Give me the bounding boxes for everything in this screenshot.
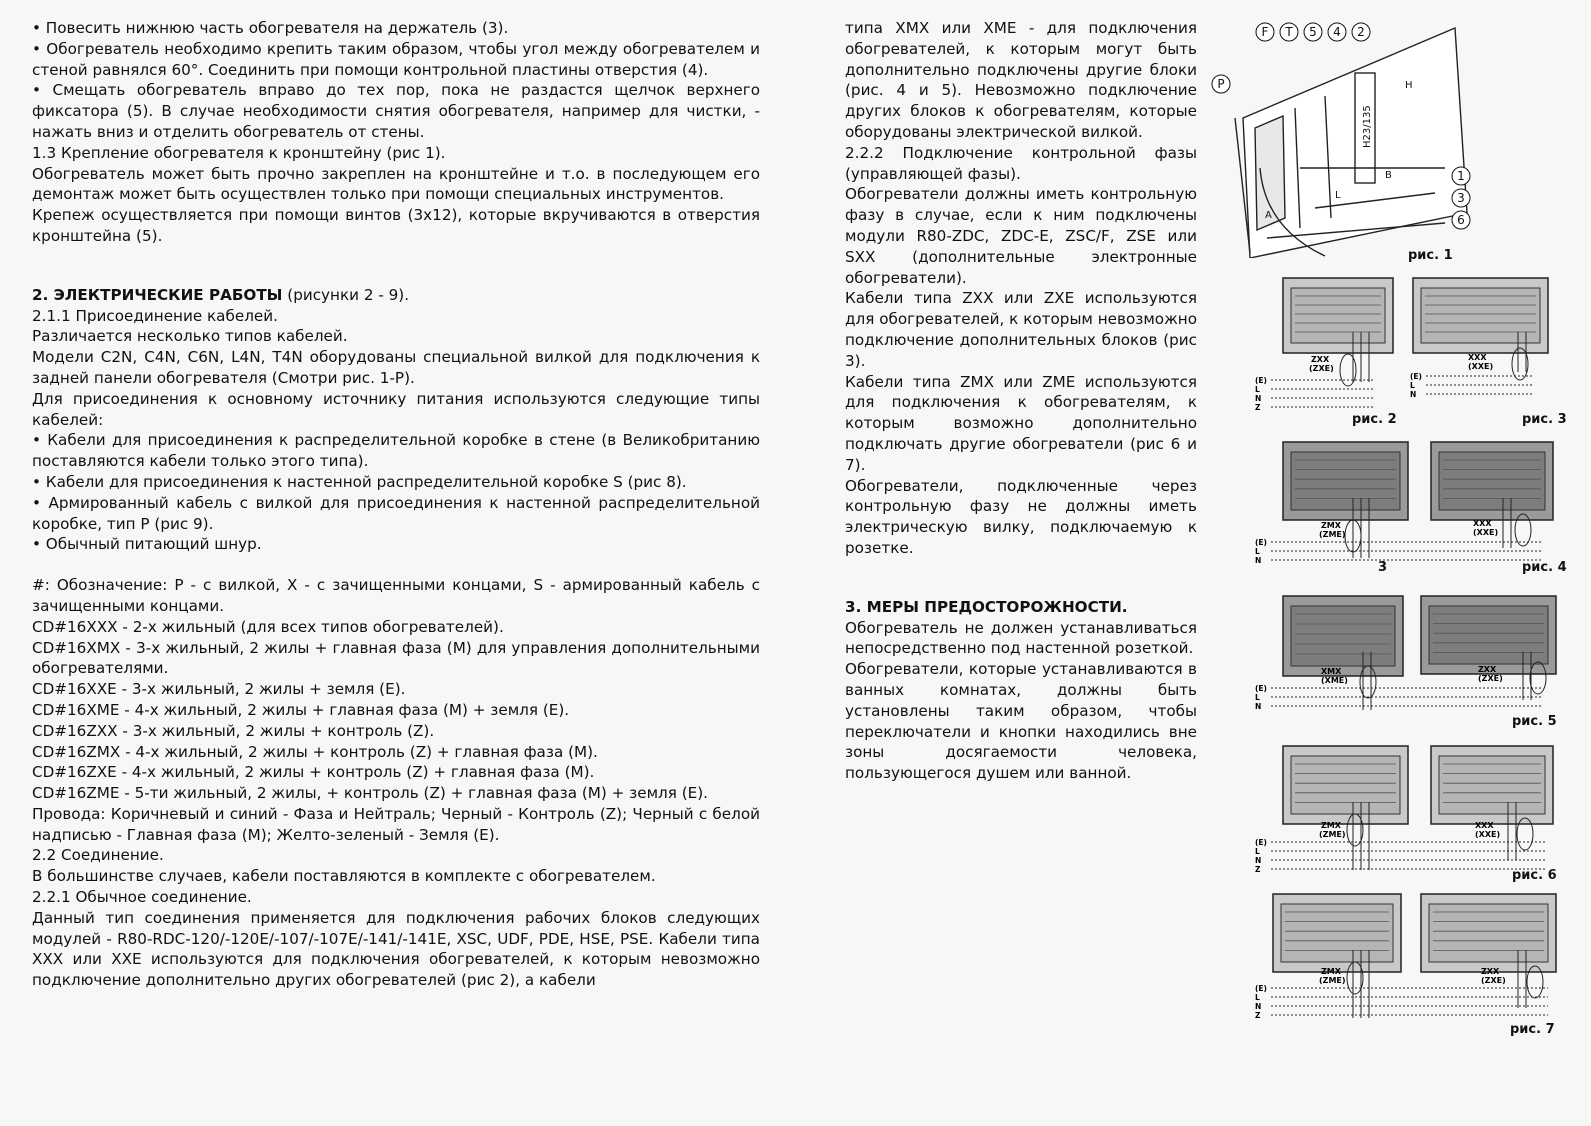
- figure-4-wiring-drawing: [1253, 438, 1563, 568]
- cable-label: (ZXE): [1478, 674, 1503, 683]
- wire-label: N: [1255, 856, 1262, 865]
- figure-2-wiring-drawing: [1253, 272, 1398, 417]
- wire-label: L: [1255, 385, 1260, 394]
- wire-label: L: [1410, 381, 1415, 390]
- figure-6-wiring-drawing: [1253, 742, 1563, 887]
- figure-7-wiring-drawing: [1253, 890, 1563, 1030]
- paragraph: Данный тип соединения применяется для подключения рабочих блоков следующих модулей - R80-RDC-120/-120E/-107/-107E/-141/-141E, XSC, UDF, PDE, HSE, PSE. Кабели типа XXX или XXE используются для подключения обогревателей, к которым невозможно подключение дополнительно других обогревателей (рис 2), а кабели: [32, 908, 760, 990]
- paragraph: Обогреватели, которые устанавливаются в ванных комнатах, должны быть установлены таким образом, чтобы переключатели и кнопки находились вне зоны досягаемости человека, пользующегося душем или ванной.: [845, 660, 1197, 783]
- cable-label: (XXE): [1473, 528, 1499, 537]
- wire-label: (E): [1255, 376, 1267, 385]
- figure-3-wiring: [1408, 272, 1558, 417]
- dimension-label: B: [1385, 170, 1392, 181]
- heater-unit: [1283, 596, 1403, 676]
- left-column: [32, 18, 760, 991]
- cable-spec: CD#16XXX - 2-х жильный (для всех типов обогревателей).: [32, 617, 504, 636]
- cable-bundle: [1340, 354, 1356, 386]
- wire-label: Z: [1255, 865, 1261, 874]
- dimension-label: A: [1265, 210, 1272, 221]
- section-title-suffix: (рисунки 2 - 9).: [282, 285, 410, 304]
- subsection-heading: 2.2.1 Обычное соединение.: [32, 888, 252, 907]
- paragraph: Различается несколько типов кабелей.: [32, 327, 348, 346]
- cable-label: ZMX: [1321, 521, 1341, 530]
- wire-label: N: [1255, 702, 1262, 711]
- paragraph: • Смещать обогреватель вправо до тех пор, пока не раздастся щелчок верхнего фиксатора (5). В случае необходимости снятия обогревателя, например для чистки, - нажать вниз и отделить обогреватель от стены.: [32, 81, 760, 141]
- figure-4-wiring: [1253, 438, 1563, 568]
- figure-2-wiring: [1253, 272, 1398, 417]
- bullet-item: • Армированный кабель с вилкой для присоединения к настенной распределительной коробке, тип P (рис 9).: [32, 493, 760, 533]
- paragraph: Обогреватель может быть прочно закреплен на кронштейне и т.о. в последующем его демонтаж может быть осуществлен только при помощи специальных инструментов.: [32, 164, 760, 204]
- subsection-heading: 1.3 Крепление обогревателя к кронштейну (рис 1).: [32, 143, 446, 162]
- subsection-heading: 2.2 Соединение.: [32, 846, 164, 865]
- marker-label: 3: [1457, 191, 1465, 205]
- cable-label: (ZME): [1319, 830, 1346, 839]
- cable-label: ZMX: [1321, 967, 1341, 976]
- marker-label: 2: [1357, 25, 1365, 39]
- middle-column: [845, 18, 1197, 784]
- cable-spec: CD#16XMX - 3-х жильный, 2 жилы + главная фаза (M) для управления дополнительными обогревателями.: [32, 638, 760, 678]
- subsection-heading: 2.2.2 Подключение контрольной фазы (управляющей фазы).: [845, 143, 1197, 183]
- wire-label: (E): [1410, 372, 1422, 381]
- cable-label: XXX: [1473, 519, 1492, 528]
- wire-label: L: [1255, 993, 1260, 1002]
- wire-label: L: [1255, 693, 1260, 702]
- wire-label: Z: [1255, 403, 1261, 412]
- marker-label: F: [1261, 25, 1269, 39]
- paragraph: Для присоединения к основному источнику питания используются следующие типы кабелей:: [32, 389, 760, 429]
- figure-2-caption: рис. 2: [1352, 412, 1397, 427]
- wire-label: L: [1255, 847, 1260, 856]
- cable-label: (ZXE): [1309, 364, 1334, 373]
- marker-label: 6: [1457, 213, 1465, 227]
- marker-label: T: [1285, 25, 1293, 39]
- cable-label: (ZME): [1319, 530, 1346, 539]
- figure-3-caption: рис. 3: [1522, 412, 1567, 427]
- figure-3-wiring-drawing: [1408, 272, 1558, 417]
- cable-spec: CD#16ZXX - 3-х жильный, 2 жилы + контроль (Z).: [32, 721, 435, 740]
- cable-label: (XME): [1321, 676, 1348, 685]
- heater-unit: [1431, 442, 1553, 520]
- cable-spec: CD#16XME - 4-х жильный, 2 жилы + главная фаза (M) + земля (E).: [32, 700, 570, 719]
- cable-spec: CD#16XXE - 3-х жильный, 2 жилы + земля (E).: [32, 680, 406, 699]
- cable-label: (ZXE): [1481, 976, 1506, 985]
- dimension-label: L: [1335, 190, 1341, 201]
- section-heading: [32, 285, 760, 306]
- subsection-heading: 2.1.1 Присоединение кабелей.: [32, 306, 278, 325]
- bullet-item: • Кабели для присоединения к настенной распределительной коробке S (рис 8).: [32, 472, 687, 491]
- marker-label: 5: [1309, 25, 1317, 39]
- wire-label: (E): [1255, 538, 1267, 547]
- paragraph: Кабели типа ZXX или ZXE используются для обогревателей, к которым невозможно подключение дополнительных блоков (рис 3).: [845, 289, 1197, 370]
- cable-label: (ZME): [1319, 976, 1346, 985]
- cable-label: (XXE): [1468, 362, 1494, 371]
- cable-label: ZMX: [1321, 821, 1341, 830]
- wire-label: N: [1255, 394, 1262, 403]
- wire-label: N: [1410, 390, 1417, 399]
- cable-label: ZXX: [1481, 967, 1500, 976]
- wire-label: (E): [1255, 684, 1267, 693]
- heater-unit: [1413, 278, 1548, 353]
- wire-label: N: [1255, 1002, 1262, 1011]
- figure-4-caption: рис. 4: [1522, 560, 1567, 575]
- cable-spec: CD#16ZME - 5-ти жильный, 2 жилы, + контроль (Z) + главная фаза (M) + земля (E).: [32, 784, 708, 803]
- paragraph: • Повесить нижнюю часть обогревателя на держатель (3).: [32, 19, 509, 37]
- paragraph: • Обогреватель необходимо крепить таким образом, чтобы угол между обогревателем и стеной равнялся 60°. Соединить при помощи контрольной пластины отверстия (4).: [32, 39, 760, 79]
- paragraph: типа XMX или XME - для подключения обогревателей, к которым могут быть дополнительно подключены другие блоки (рис. 4 и 5). Невозможно подключение других блоков к обогревателям, которые оборудованы электрической вилкой.: [845, 19, 1197, 141]
- marker-label: P: [1217, 77, 1225, 91]
- paragraph: Модели C2N, C4N, C6N, L4N, T4N оборудованы специальной вилкой для подключения к задней панели обогревателя (Смотри рис. 1-P).: [32, 348, 760, 387]
- bullet-item: • Кабели для присоединения к распределительной коробке в стене (в Великобританию поставляются кабели только этого типа).: [32, 431, 760, 471]
- section-heading: 3. МЕРЫ ПРЕДОСТОРОЖНОСТИ.: [845, 597, 1128, 616]
- heater-unit: [1283, 746, 1408, 824]
- figure-6-wiring: [1253, 742, 1563, 887]
- wire-label: (E): [1255, 838, 1267, 847]
- figure-4-extra-label: 3: [1378, 560, 1388, 575]
- dimension-label: H: [1405, 80, 1413, 91]
- wire-label: N: [1255, 556, 1262, 565]
- paragraph: Обогреватели должны иметь контрольную фазу в случае, если к ним подключены модули R80-ZDC, ZDC-E, ZSC/F, ZSE или SXX (дополнительные электронные обогреватели).: [845, 185, 1197, 287]
- cable-spec: CD#16ZMX - 4-х жильный, 2 жилы + контроль (Z) + главная фаза (M).: [32, 742, 598, 761]
- wire-label: L: [1255, 547, 1260, 556]
- paragraph: Провода: Коричневый и синий - Фаза и Нейтраль; Черный - Контроль (Z); Черный с белой надписью - Главная фаза (M); Желто-зеленый - Земля (E).: [32, 804, 760, 844]
- marker-label: 4: [1333, 25, 1341, 39]
- wire-label: Z: [1255, 1011, 1261, 1020]
- heater-unit: [1431, 746, 1553, 824]
- cable-label: ZXX: [1311, 355, 1330, 364]
- cable-label: ZXX: [1478, 665, 1497, 674]
- heater-unit: [1273, 894, 1401, 972]
- cable-label: XXX: [1475, 821, 1494, 830]
- bullet-item: • Обычный питающий шнур.: [32, 535, 262, 554]
- cable-label: XMX: [1321, 667, 1342, 676]
- paragraph: Кабели типа ZMX или ZME используются для подключения к обогревателям, к которым возможно дополнительно подключать другие обогреватели (рис 6 и 7).: [845, 372, 1197, 474]
- heater-unit: [1421, 894, 1556, 972]
- dimension-label: H23/135: [1362, 105, 1373, 148]
- cable-label: (XXE): [1475, 830, 1501, 839]
- paragraph: #: Обозначение: Р - с вилкой, X - с зачищенными концами, S - армированный кабель с зачищенными концами.: [32, 576, 760, 615]
- figure-7-caption: рис. 7: [1510, 1022, 1555, 1037]
- figure-6-caption: рис. 6: [1512, 868, 1557, 883]
- figure-1-drawing: [1205, 18, 1475, 258]
- figure-5-caption: рис. 5: [1512, 714, 1557, 729]
- cable-spec: CD#16ZXE - 4-х жильный, 2 жилы + контроль (Z) + главная фаза (M).: [32, 763, 595, 782]
- figure-5-wiring-drawing: [1253, 592, 1563, 717]
- figure-1-mounting-diagram: [1205, 18, 1475, 258]
- section-title: 2. ЭЛЕКТРИЧЕСКИЕ РАБОТЫ: [32, 285, 283, 304]
- cable-label: XXX: [1468, 353, 1487, 362]
- figure-7-wiring: [1253, 890, 1563, 1030]
- paragraph: Обогреватель не должен устанавливаться непосредственно под настенной розеткой.: [845, 618, 1197, 658]
- figure-5-wiring: [1253, 592, 1563, 717]
- paragraph: Обогреватели, подключенные через контрольную фазу не должны иметь электрическую вилку, подключаемую к розетке.: [845, 476, 1197, 557]
- heater-unit: [1283, 278, 1393, 353]
- paragraph: В большинстве случаев, кабели поставляются в комплекте с обогревателем.: [32, 867, 656, 886]
- marker-label: 1: [1457, 169, 1465, 183]
- heater-unit: [1283, 442, 1408, 520]
- wire-label: (E): [1255, 984, 1267, 993]
- figure-1-caption: рис. 1: [1408, 248, 1453, 263]
- paragraph: Крепеж осуществляется при помощи винтов (3х12), которые вкручиваются в отверстия кронштейна (5).: [32, 206, 760, 245]
